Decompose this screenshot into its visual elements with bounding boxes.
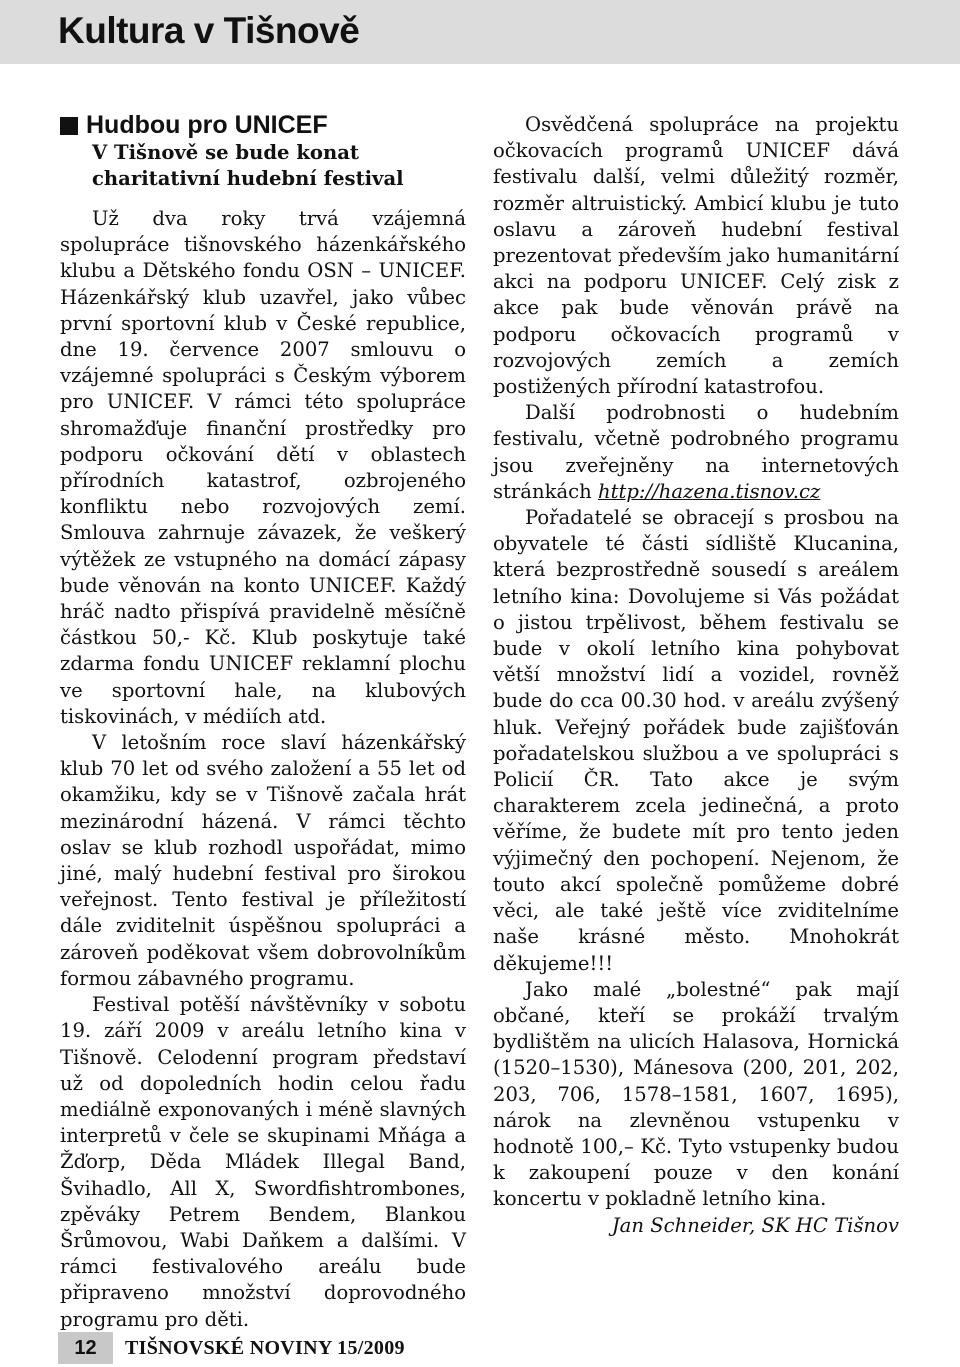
paragraph-1: Už dva roky trvá vzájemná spolupráce tišnovského házenkářského klubu a Dětského fondu OSN – UNICEF. Házenkářský klub uzavřel, jako vůbec první sportovní klub v České republice, dne 19. července 2007 smlouvu o vzájemné spolupráci s Českým výborem pro UNICEF. V rámci této spolupráce shromažďuje finanční prostředky pro podporu očkování dětí v oblastech přírodních katastrof, ozbrojeného konfliktu nebo rozvojových zemí. Smlouva zahrnuje závazek, že veškerý výtěžek ze vstupného na domácí zápasy bude věnován na konto UNICEF. Každý hráč nadto přispívá pravidelně měsíčně částkou 50,- Kč. Klub poskytuje také zdarma fondu UNICEF reklamní plochu ve sportovní hale, na klubových tiskovinách, v médiích atd. [60,207,466,728]
paragraph-2: V letošním roce slaví házenkářský klub 70 let od svého založení a 55 let od okamžiku, kdy se v Tišnově začala hrát mezinárodní házená. V rámci těchto oslav se klub rozhodl uspořádat, mimo jiné, malý hudební festival pro širokou veřejnost. Tento festival je příležitostí dále zviditelnit úspěšnou spolupráci a zároveň poděkovat všem dobrovolníkům formou zábavného programu. [60,731,466,990]
right-column [493,112,899,1239]
headline-row [60,110,466,140]
article-headline: Hudbou pro UNICEF [86,111,328,139]
subtitle-line-1: V Tišnově se bude konat [92,141,359,164]
publication-name: TIŠNOVSKÉ NOVINY 15/2009 [125,1336,405,1359]
paragraph-5-text: Další podrobnosti o hudebním festivalu, včetně podrobného programu jsou zveřejněny na internetových stránkách [493,401,899,503]
section-title: Kultura v Tišnově [58,10,360,51]
paragraph-6: Pořadatelé se obracejí s prosbou na obyvatele té části sídliště Klucanina, která bezprostředně sousedí s areálem letního kina: Dovolujeme si Vás požádat o jistou trpělivost, během festivalu se bude v okolí letního kina pohybovat větší množství lidí a vozidel, rovněž bude do cca 00.30 hod. v areálu zvýšený hluk. Veřejný pořádek bude zajišťován pořadatelskou službou a ve spolupráci s Policií ČR. Tato akce je svým charakterem zcela jedinečná, a proto věříme, že budete mít pro tento jeden výjimečný den pochopení. Nejenom, že touto akcí společně pomůžeme dobré věci, ale také ještě více zviditelníme naše krásné město. Mnohokrát děkujeme!!! [493,506,899,975]
paragraph-7: Jako malé „bolestné“ pak mají občané, kteří se prokáží trvalým bydlištěm na ulicích Halasova, Hornická (1520–1530), Mánesova (200, 201, 202, 203, 706, 1578–1581, 1607, 1695), nárok na zlevněnou vstupenku v hodnotě 100,– Kč. Tyto vstupenky budou k zakoupení pouze v den konání koncertu v pokladně letního kina. [493,977,899,1211]
subtitle-line-2: charitativní hudební festival [92,167,404,190]
article-subtitle [92,140,466,192]
square-bullet-icon [60,117,78,135]
paragraph-3: Festival potěší návštěvníky v sobotu 19. září 2009 v areálu letního kina v Tišnově. Celodenní program představí už od dopoledních hodin celou řadu mediálně exponovaných i méně slavných interpretů v čele se skupinami Mňága a Žďorp, Děda Mládek Illegal Band, Švihadlo, All X, Swordfishtrombones, zpěváky Petrem Bendem, Blankou Šrůmovou, Wabi Daňkem a dalšími. V rámci festivalového areálu bude připraveno množství doprovodného programu pro děti. [60,993,466,1331]
paragraph-4: Osvědčená spolupráce na projektu očkovacích programů UNICEF dává festivalu další, velmi důležitý rozměr, rozměr altruistický. Ambicí klubu je tuto oslavu a zároveň hudební festival prezentovat především jako humanitární akci na podporu UNICEF. Celý zisk z akce pak bude věnován právě na podporu očkovacích programů v rozvojových zemích a zemích postižených přírodní katastrofou. [493,113,899,399]
page-number: 12 [58,1332,113,1364]
page-footer [58,1332,405,1364]
festival-website-link[interactable]: http://hazena.tisnov.cz [597,479,821,503]
paragraph-5 [493,400,899,505]
left-column [60,110,466,1333]
article-signature: Jan Schneider, SK HC Tišnov [611,1213,899,1237]
